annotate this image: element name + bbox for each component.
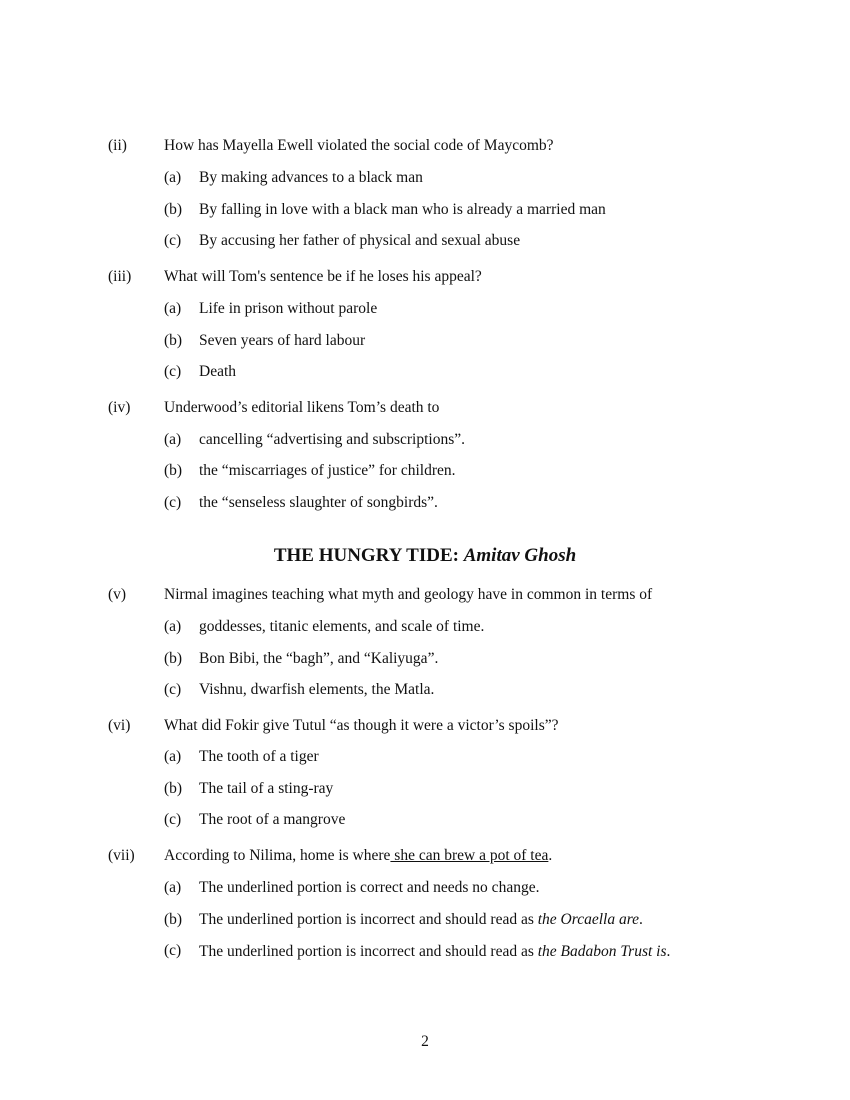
section-heading	[0, 545, 850, 567]
option-text-plain: The underlined portion is incorrect and should read as	[199, 943, 538, 960]
option-text	[199, 911, 643, 929]
option-text: the “miscarriages of justice” for children.	[199, 462, 456, 479]
option-label: (b)	[164, 462, 183, 479]
option-label: (c)	[164, 942, 182, 959]
option-text: By making advances to a black man	[199, 169, 423, 186]
question-number: (vii)	[108, 847, 135, 864]
option-text: Seven years of hard labour	[199, 332, 366, 349]
option-label: (c)	[164, 681, 182, 698]
option-text-end: .	[666, 943, 671, 960]
option-text	[199, 942, 699, 961]
question-text: What will Tom's sentence be if he loses his appeal?	[164, 268, 482, 285]
question-number: (iv)	[108, 399, 131, 416]
option-text: goddesses, titanic elements, and scale of time.	[199, 618, 485, 635]
option-text: cancelling “advertising and subscriptions”.	[199, 431, 466, 448]
option-label: (b)	[164, 650, 183, 667]
option-text: The tail of a sting-ray	[199, 780, 334, 797]
question-number: (ii)	[108, 137, 127, 154]
section-title: THE HUNGRY TIDE:	[273, 545, 464, 566]
option-text-italic: the Badabon Trust is	[537, 943, 667, 960]
option-label: (b)	[164, 201, 183, 218]
question-text-plain: According to Nilima, home is where	[164, 847, 391, 864]
option-label: (a)	[164, 879, 182, 896]
option-label: (b)	[164, 911, 183, 928]
option-label: (c)	[164, 363, 182, 380]
question-text: Nirmal imagines teaching what myth and geology have in common in terms of	[164, 586, 653, 603]
option-text: The root of a mangrove	[199, 811, 346, 828]
option-text: Life in prison without parole	[199, 300, 378, 317]
option-label: (a)	[164, 300, 182, 317]
option-label: (a)	[164, 169, 182, 186]
option-label: (b)	[164, 332, 183, 349]
page-number: 2	[421, 1033, 429, 1050]
underlined-portion: she can brew a pot of tea	[390, 847, 549, 864]
option-text-end: .	[639, 911, 643, 928]
option-label: (c)	[164, 494, 182, 511]
option-label: (a)	[164, 431, 182, 448]
question-text	[164, 847, 552, 865]
option-text: Vishnu, dwarfish elements, the Matla.	[199, 681, 435, 698]
option-text-italic: the Orcaella are	[537, 911, 640, 928]
question-number: (iii)	[108, 268, 132, 285]
question-text: Underwood’s editorial likens Tom’s death to	[164, 399, 440, 416]
option-label: (c)	[164, 811, 182, 828]
option-text-plain: The underlined portion is incorrect and should read as	[199, 911, 538, 928]
question-text-end: .	[548, 847, 553, 864]
question-text: How has Mayella Ewell violated the social code of Maycomb?	[164, 137, 554, 154]
option-text: By falling in love with a black man who is already a married man	[199, 201, 606, 218]
option-text: The underlined portion is correct and needs no change.	[199, 879, 540, 896]
option-text: By accusing her father of physical and sexual abuse	[199, 232, 521, 249]
option-label: (a)	[164, 618, 182, 635]
question-text: What did Fokir give Tutul “as though it were a victor’s spoils”?	[164, 717, 559, 734]
question-number: (v)	[108, 586, 127, 603]
option-text: Bon Bibi, the “bagh”, and “Kaliyuga”.	[199, 650, 439, 667]
question-number: (vi)	[108, 717, 131, 734]
option-text: The tooth of a tiger	[199, 748, 319, 765]
option-text: Death	[199, 363, 237, 380]
option-label: (c)	[164, 232, 182, 249]
option-label: (b)	[164, 780, 183, 797]
option-text: the “senseless slaughter of songbirds”.	[199, 494, 438, 511]
option-label: (a)	[164, 748, 182, 765]
section-author: Amitav Ghosh	[463, 545, 577, 566]
